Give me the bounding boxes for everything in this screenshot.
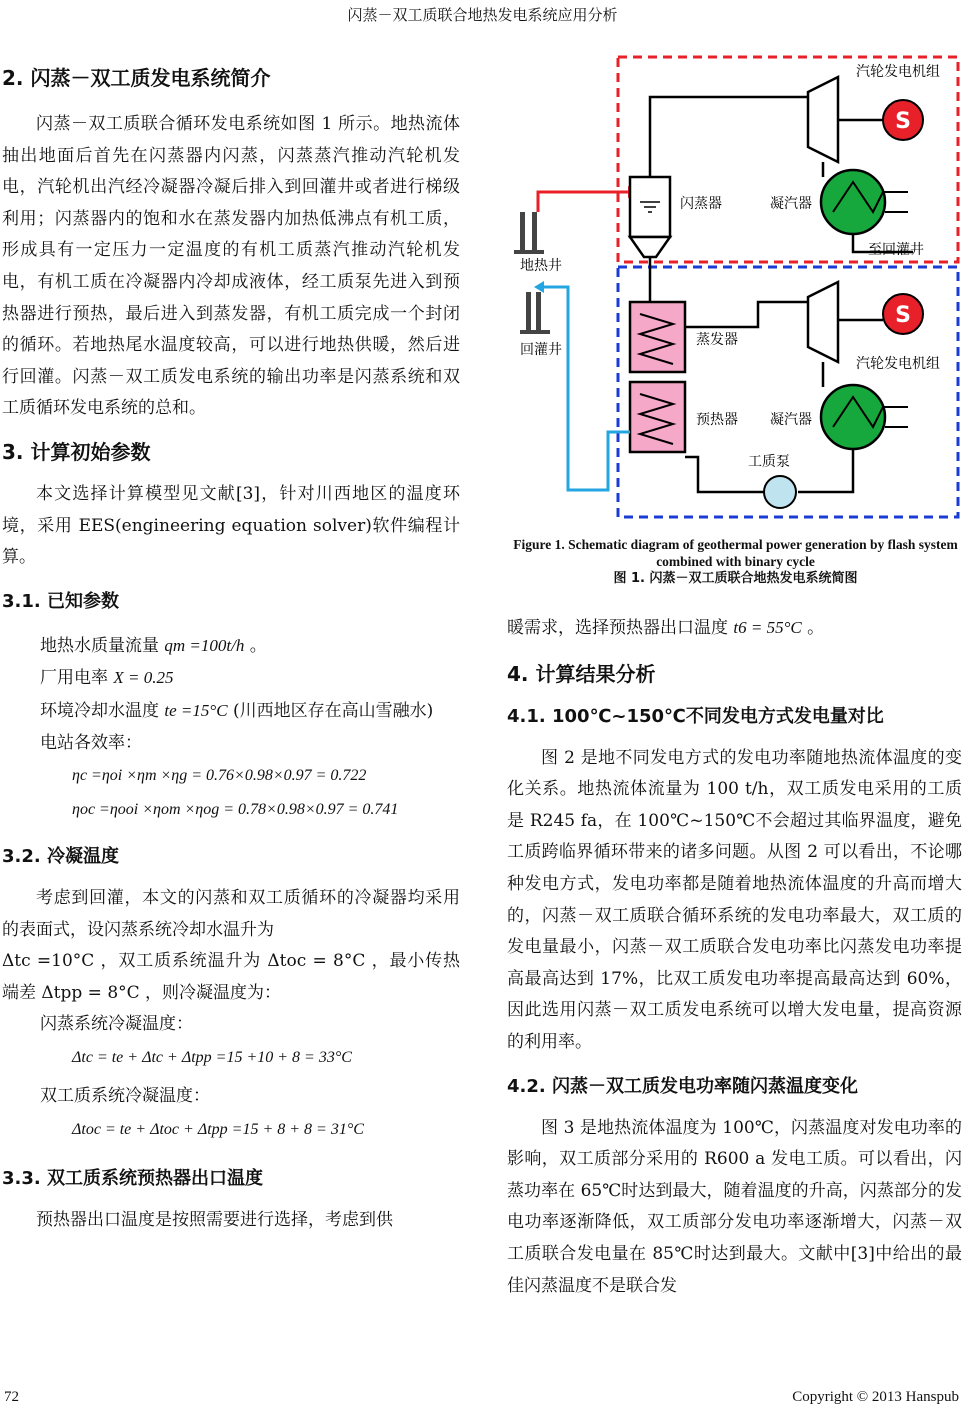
section-3-2-heading: 3.2. 冷凝温度: [2, 846, 119, 868]
efficiency-equation-1: ηc =ηoi ×ηm ×ηg = 0.76×0.98×0.97 = 0.722: [72, 767, 367, 785]
flash-tank-icon: [630, 177, 670, 257]
section-3-2-paragraph-1: 考虑到回灌，本文的闪蒸和双工质循环的冷凝器均采用的表面式，设闪蒸系统冷却水温升为: [2, 888, 460, 940]
flash-label: 闪蒸器: [680, 196, 722, 212]
schematic-svg: [508, 52, 963, 532]
flow-end: 。: [249, 635, 267, 656]
right-column: [507, 612, 962, 1302]
caption-chinese: 图 1. 闪蒸－双工质联合地热发电系统简图: [613, 571, 858, 586]
preheater-temp-equation: t6 = 55°C: [733, 618, 802, 637]
rate-equation: X = 0.25: [113, 668, 174, 688]
flow-label: 地热水质量流量: [40, 635, 159, 656]
pump-label: 工质泵: [748, 454, 790, 470]
steam-pipe: [650, 97, 808, 177]
evaporator-icon: [630, 302, 685, 372]
known-rate: [2, 662, 460, 695]
turbine-bottom-icon: [808, 282, 838, 362]
section-4-2-heading: 4.2. 闪蒸－双工质发电功率随闪蒸温度变化: [507, 1075, 858, 1097]
flash-condense-label: 闪蒸系统冷凝温度：: [40, 1014, 193, 1035]
section-3-3-continuation: [507, 612, 962, 645]
condensate-pipe: [798, 449, 853, 492]
section-4-heading: 4. 计算结果分析: [507, 661, 656, 686]
continuation-text: 暖需求，选择预热器出口温度: [507, 618, 728, 638]
section-3-3-paragraph: 预热器出口温度是按照需要进行选择，考虑到供: [36, 1209, 393, 1230]
generator-top-symbol: S: [895, 109, 911, 134]
copyright: Copyright © 2013 Hanspub: [792, 1389, 959, 1405]
geo-well-label: 地热井: [520, 258, 562, 274]
to-reinjection-label: 至回灌井: [868, 242, 924, 258]
caption-english: Figure 1. Schematic diagram of geothermal power generation by flash system combined with binary cycle: [513, 537, 958, 569]
section-4-2-paragraph: 图 3 是地热流体温度为 100℃，闪蒸温度对发电功率的影响，双工质部分采用的 R600 a 发电工质。可以看出，闪蒸功率在 65℃时达到最大，随着温度的升高，闪蒸部分的发电功率逐渐降低，双工质部分发电功率逐渐增大，闪蒸－双工质联合发电量在 85℃时达到最大。文献中[3]中给出的最佳闪蒸温度不是联合发: [507, 1117, 962, 1296]
figure-1-schematic: [508, 52, 963, 532]
section-4-1-heading: 4.1. 100℃~150℃不同发电方式发电量对比: [507, 705, 884, 727]
geothermal-well-icon: [514, 212, 544, 254]
section-2-heading: 2. 闪蒸－双工质发电系统简介: [2, 66, 271, 90]
turbine-top-label: 汽轮发电机组: [856, 64, 940, 80]
reinjection-arrow: [534, 281, 544, 293]
figure-1-caption: [508, 536, 963, 587]
condenser-top-icon: [821, 170, 885, 234]
generator-bottom-symbol: S: [895, 303, 911, 328]
known-env: [2, 695, 460, 728]
geo-feed-pipe: [538, 192, 628, 212]
continuation-end: 。: [807, 618, 825, 638]
turbine-top-icon: [808, 77, 838, 162]
rate-label: 厂用电率: [40, 668, 108, 689]
vapor-pipe: [685, 302, 808, 327]
section-3-heading: 3. 计算初始参数: [2, 439, 151, 464]
env-label: 环境冷却水温度: [40, 700, 159, 721]
section-4-1-paragraph: 图 2 是地不同发电方式的发电功率随地热流体温度的变化关系。地热流体流量为 100 t/h，双工质发电采用的工质是 R245 fa，在 100℃~150℃不会超过其临界温度，避免工质跨临界循环带来的诸多问题。从图 2 可以看出，不论哪种发电方式，发电功率都是随着地热流体温度的升高而增大的，闪蒸－双工质联合循环系统的发电功率最大，双工质的发电量最小，闪蒸－双工质联合发电功率比闪蒸发电功率提高最高达到 17%，比双工质发电功率提高最高达到 60%，因此选用闪蒸－双工质发电系统可以增大发电量，提高资源的利用率。: [507, 747, 962, 1052]
flash-condense-equation: Δtc = te + Δtc + Δtpp =15 +10 + 8 = 33°C: [72, 1049, 352, 1067]
binary-condense-equation: Δtoc = te + Δtoc + Δtpp =15 + 8 + 8 = 31°C: [72, 1120, 364, 1138]
section-3-3-heading: 3.3. 双工质系统预热器出口温度: [2, 1167, 263, 1189]
preheater-icon: [630, 382, 685, 452]
section-3-2-paragraph-2: Δtc =10°C ，双工质系统温升为 Δtoc = 8°C ，最小传热端差 Δtpp = 8°C ，则冷凝温度为：: [2, 951, 460, 1003]
env-note: (川西地区存在高山雪融水): [232, 700, 434, 721]
condenser-top-label: 凝汽器: [770, 196, 812, 212]
reinjection-well-icon: [520, 292, 550, 334]
condenser-bottom-label: 凝汽器: [770, 412, 812, 428]
section-2-paragraph: 闪蒸－双工质联合循环发电系统如图 1 所示。地热流体抽出地面后首先在闪蒸器内闪蒸，闪蒸蒸汽推动汽轮机发电，汽轮机出汽经冷凝器冷凝后排入到回灌井或者进行梯级利用；闪蒸器内的饱和水在蒸发器内加热低沸点有机工质，形成具有一定压力一定温度的有机工质蒸汽推动汽轮机发电，有机工质在冷凝器内冷却成液体，经工质泵先进入到预热器进行预热，最后进入到蒸发器，有机工质完成一个封闭的循环。若地热尾水温度较高，可以进行地热供暖，然后进行回灌。闪蒸－双工质发电系统的输出功率是闪蒸系统和双工质循环发电系统的总和。: [2, 114, 460, 419]
env-equation: te =15°C: [164, 700, 228, 720]
flow-equation: qm =100t/h: [164, 635, 245, 655]
condenser-bottom-icon: [821, 385, 885, 449]
efficiency-equation-2: ηoc =ηooi ×ηom ×ηog = 0.78×0.98×0.97 = 0.741: [72, 801, 399, 819]
page-number: 72: [4, 1389, 19, 1405]
evaporator-label: 蒸发器: [696, 332, 738, 348]
running-header: 闪蒸－双工质联合地热发电系统应用分析: [347, 6, 618, 24]
preheater-label: 预热器: [696, 412, 738, 428]
reinjection-well-label: 回灌井: [520, 342, 562, 358]
section-3-1-heading: 3.1. 已知参数: [2, 590, 119, 612]
left-column: [2, 55, 460, 1236]
binary-condense-label: 双工质系统冷凝温度：: [40, 1086, 210, 1107]
pump-icon: [764, 476, 796, 508]
known-eff-label: 电站各效率：: [40, 732, 142, 753]
turbine-bottom-label: 汽轮发电机组: [856, 356, 940, 372]
section-3-paragraph: 本文选择计算模型见文献[3]，针对川西地区的温度环境，采用 EES(engineering equation solver)软件编程计算。: [2, 483, 460, 568]
known-flow: [2, 630, 460, 663]
